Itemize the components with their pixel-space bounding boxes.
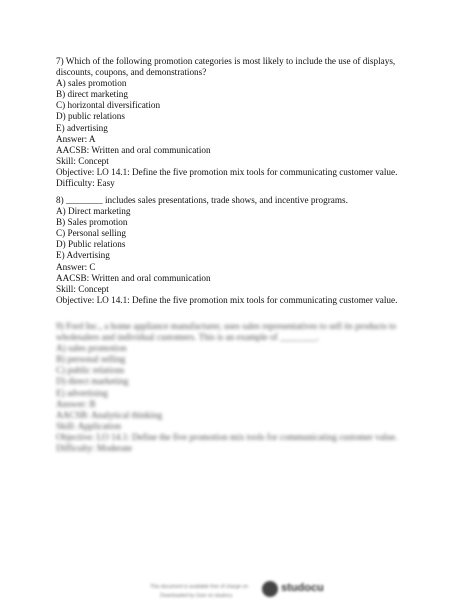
aacsb: AACSB: Analytical thinking: [56, 409, 163, 420]
difficulty: Difficulty: Moderate: [56, 443, 133, 454]
question-8: [56, 195, 426, 317]
objective: Objective: LO 14.1: Define the five promotion mix tools for communicating customer value.: [56, 294, 398, 305]
aacsb: AACSB: Written and oral communication: [56, 144, 211, 155]
objective: Objective: LO 14.1: Define the five promotion mix tools for communicating customer value.: [56, 431, 398, 442]
option-a: A) sales promotion: [56, 78, 127, 89]
skill: Skill: Concept: [56, 155, 109, 166]
answer: Answer: C: [56, 261, 96, 272]
option-d: D) Public relations: [56, 239, 126, 250]
option-b: B) Sales promotion: [56, 217, 128, 228]
question-stem: 9) Ford Inc., a home appliance manufacturer, uses sales representatives to sell its products to wholesalers and individual customers. This is an example of ________.: [56, 321, 397, 343]
question-9-blurred: [56, 321, 426, 454]
studocu-brand: studocu: [281, 582, 324, 594]
question-stem: 7) Which of the following promotion categories is most likely to include the use of displays, discounts, coupons, and demonstrations?: [56, 56, 396, 78]
objective: Objective: LO 14.1: Define the five promotion mix tools for communicating customer value.: [56, 166, 398, 177]
question-stem: 8) ________ includes sales presentations, trade shows, and incentive programs.: [56, 195, 348, 205]
option-d: D) public relations: [56, 111, 125, 122]
option-e: E) advertising: [56, 122, 108, 133]
footer-note: This document is available free of charge on: [150, 584, 249, 590]
option-c: C) Personal selling: [56, 228, 126, 239]
option-b: B) direct marketing: [56, 89, 128, 100]
aacsb: AACSB: Written and oral communication: [56, 272, 211, 283]
footer-watermark: [0, 578, 474, 608]
option-c: C) horizontal diversification: [56, 100, 161, 111]
question-7: [56, 56, 426, 189]
download-note: Downloaded by User on studocu: [160, 593, 233, 599]
option-a: A) Direct marketing: [56, 206, 131, 217]
option-a: A) sales promotion: [56, 343, 127, 354]
studocu-logo-icon: [262, 581, 278, 597]
option-e: E) advertising: [56, 387, 108, 398]
option-d: D) direct marketing: [56, 376, 129, 387]
difficulty: Difficulty: Easy: [56, 178, 115, 189]
option-c: C) public relations: [56, 365, 125, 376]
skill: Skill: Concept: [56, 283, 109, 294]
option-e: E) Advertising: [56, 250, 110, 261]
option-b: B) personal selling: [56, 354, 126, 365]
blur-boundary: [0, 307, 474, 321]
studocu-logo[interactable]: [262, 580, 342, 598]
answer: Answer: B: [56, 398, 96, 409]
answer: Answer: A: [56, 133, 96, 144]
skill: Skill: Application: [56, 420, 122, 431]
